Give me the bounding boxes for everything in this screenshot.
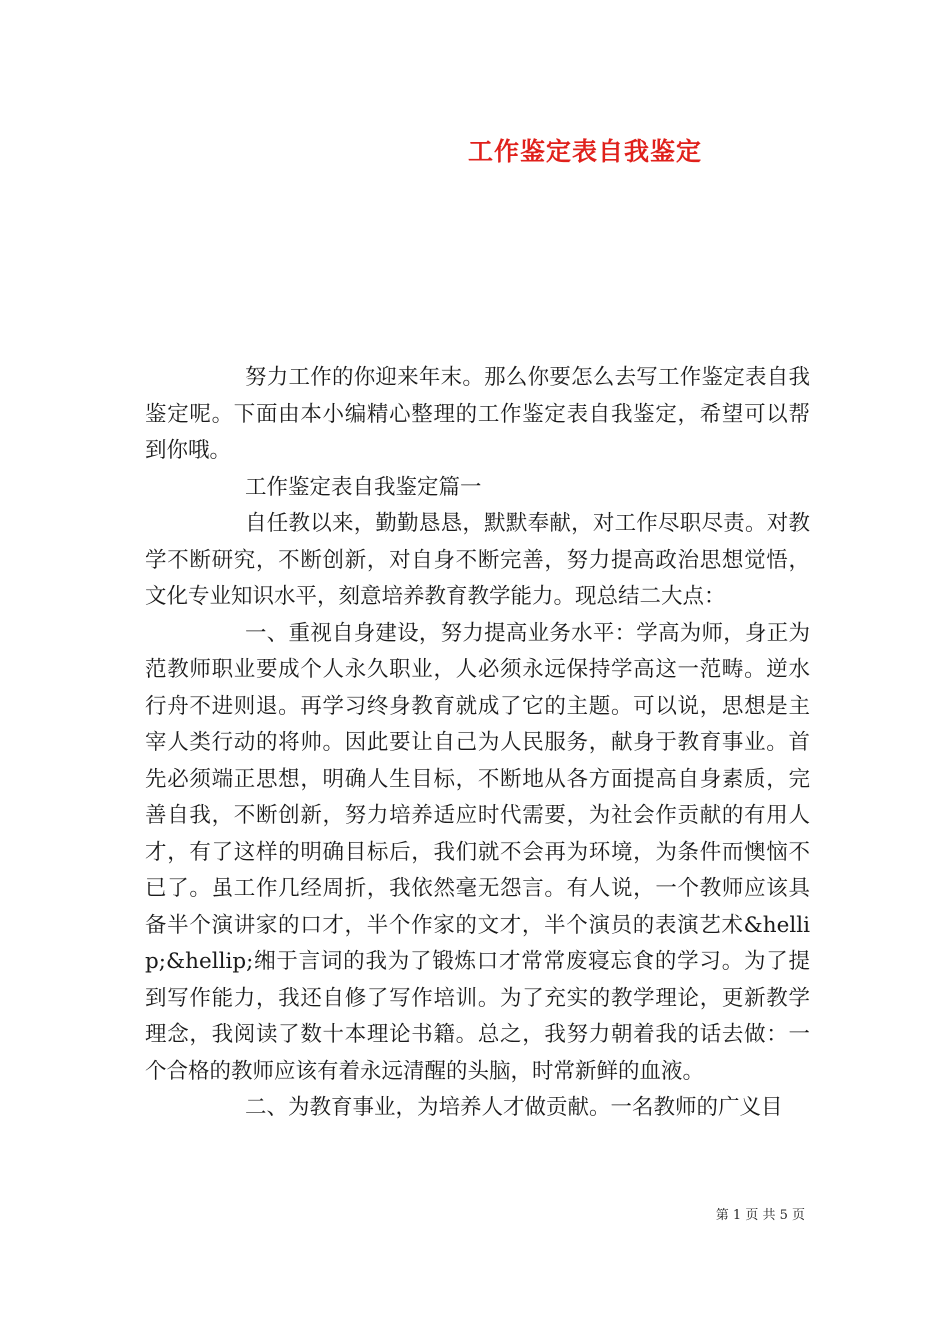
section-heading: 工作鉴定表自我鉴定篇一 bbox=[245, 474, 482, 500]
body-paragraph-3: 二、为教育事业，为培养人才做贡献。一名教师的广义目 bbox=[245, 1095, 783, 1120]
document-title: 工作鉴定表自我鉴定 bbox=[467, 137, 702, 166]
document-body bbox=[145, 360, 810, 1127]
body-paragraph-1: 自任教以来，勤勤恳恳，默默奉献，对工作尽职尽责。对教学不断研究，不断创新，对自身不断完善，努力提高政治思想觉悟，文化专业知识水平，刻意培养教育教学能力。现总结二大点： bbox=[145, 511, 810, 609]
page-footer bbox=[716, 1204, 805, 1223]
body-paragraph-2: 一、重视自身建设，努力提高业务水平：学高为师，身正为范教师职业要成个人永久职业，人必须永远保持学高这一范畴。逆水行舟不进则退。再学习终身教育就成了它的主题。可以说，思想是主宰人类行动的将帅。因此要让自己为人民服务，献身于教育事业。首先必须端正思想，明确人生目标，不断地从各方面提高自身素质，完善自我，不断创新，努力培养适应时代需要，为社会作贡献的有用人才，有了这样的明确目标后，我们就不会再为环境，为条件而懊恼不已了。虽工作几经周折，我依然毫无怨言。有人说，一个教师应该具备半个演讲家的口才，半个作家的文才，半个演员的表演艺术&hellip;&hellip;缃于言词的我为了锻炼口才常常废寝忘食的学习。为了提到写作能力，我还自修了写作培训。为了充实的教学理论，更新教学理念，我阅读了数十本理论书籍。总之，我努力朝着我的话去做：一个合格的教师应该有着永远清醒的头脑，时常新鲜的血液。 bbox=[145, 620, 810, 1084]
intro-paragraph: 努力工作的你迎来年末。那么你要怎么去写工作鉴定表自我鉴定呢。下面由本小编精心整理的工作鉴定表自我鉴定，希望可以帮到你哦。 bbox=[145, 365, 810, 463]
page-number-label: 第 1 页 共 5 页 bbox=[715, 1208, 805, 1223]
document-title-row bbox=[0, 132, 950, 168]
